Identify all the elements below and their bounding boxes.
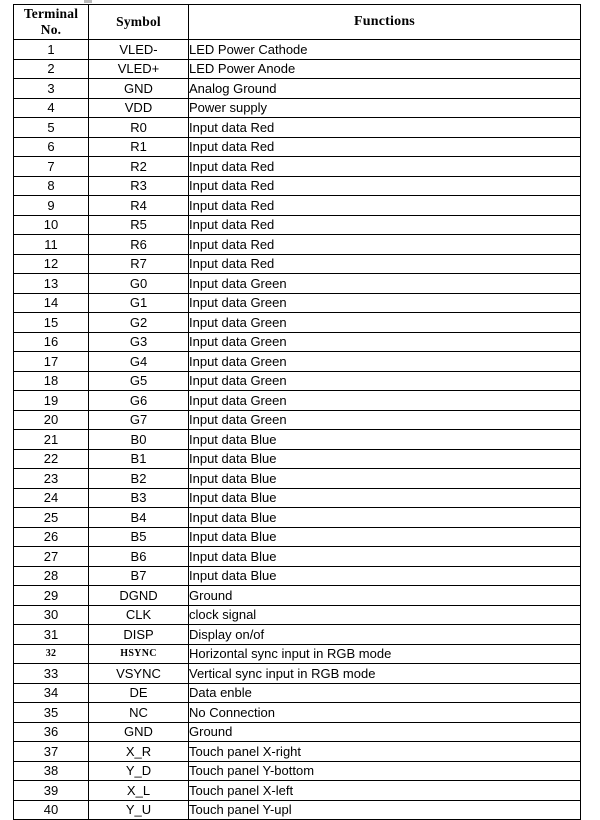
cell-terminal-no: 21 xyxy=(14,430,89,450)
column-header-symbol: Symbol xyxy=(89,5,189,40)
cell-function: Input data Blue xyxy=(189,566,581,586)
cell-function: Horizontal sync input in RGB mode xyxy=(189,644,581,664)
cell-terminal-no: 4 xyxy=(14,98,89,118)
cell-symbol: B5 xyxy=(89,527,189,547)
cell-symbol: R7 xyxy=(89,254,189,274)
cell-symbol: HSYNC xyxy=(89,644,189,664)
cell-function: Input data Blue xyxy=(189,527,581,547)
cell-terminal-no: 40 xyxy=(14,800,89,820)
cell-terminal-no: 22 xyxy=(14,449,89,469)
cell-function: Input data Green xyxy=(189,274,581,294)
cell-symbol: B3 xyxy=(89,488,189,508)
table-row xyxy=(14,488,581,508)
cell-function: Data enble xyxy=(189,683,581,703)
cell-function: Display on/of xyxy=(189,625,581,645)
table-row xyxy=(14,371,581,391)
table-body xyxy=(14,40,581,820)
cell-symbol: B4 xyxy=(89,508,189,528)
table-row xyxy=(14,664,581,684)
cell-symbol: R3 xyxy=(89,176,189,196)
cell-function: Input data Red xyxy=(189,215,581,235)
cell-symbol: GND xyxy=(89,79,189,99)
cell-terminal-no: 13 xyxy=(14,274,89,294)
cell-terminal-no: 30 xyxy=(14,605,89,625)
cell-terminal-no: 11 xyxy=(14,235,89,255)
cell-function: Ground xyxy=(189,586,581,606)
table-row xyxy=(14,293,581,313)
table-row xyxy=(14,625,581,645)
table-row xyxy=(14,332,581,352)
table-row xyxy=(14,235,581,255)
table-row xyxy=(14,781,581,801)
cell-symbol: B6 xyxy=(89,547,189,567)
scan-artifact xyxy=(84,0,92,3)
table-row xyxy=(14,118,581,138)
cell-function: Input data Green xyxy=(189,332,581,352)
cell-symbol: VSYNC xyxy=(89,664,189,684)
cell-terminal-no: 9 xyxy=(14,196,89,216)
cell-function: Input data Blue xyxy=(189,488,581,508)
cell-symbol: VDD xyxy=(89,98,189,118)
cell-terminal-no: 14 xyxy=(14,293,89,313)
table-row xyxy=(14,800,581,820)
table-row xyxy=(14,59,581,79)
cell-function: Analog Ground xyxy=(189,79,581,99)
cell-terminal-no: 39 xyxy=(14,781,89,801)
table-row xyxy=(14,40,581,60)
cell-function: Input data Blue xyxy=(189,469,581,489)
cell-function: Input data Red xyxy=(189,118,581,138)
table-row xyxy=(14,79,581,99)
table-row xyxy=(14,352,581,372)
cell-symbol: DE xyxy=(89,683,189,703)
cell-symbol: R6 xyxy=(89,235,189,255)
table-row xyxy=(14,527,581,547)
cell-symbol: G6 xyxy=(89,391,189,411)
cell-terminal-no: 19 xyxy=(14,391,89,411)
cell-terminal-no: 29 xyxy=(14,586,89,606)
cell-function: Input data Blue xyxy=(189,508,581,528)
cell-function: Input data Red xyxy=(189,137,581,157)
cell-symbol: X_R xyxy=(89,742,189,762)
table-row xyxy=(14,703,581,723)
cell-symbol: R5 xyxy=(89,215,189,235)
cell-terminal-no: 16 xyxy=(14,332,89,352)
cell-function: Touch panel X-right xyxy=(189,742,581,762)
table-header-row xyxy=(14,5,581,40)
cell-function: Touch panel X-left xyxy=(189,781,581,801)
cell-terminal-no: 20 xyxy=(14,410,89,430)
cell-terminal-no: 15 xyxy=(14,313,89,333)
cell-terminal-no: 23 xyxy=(14,469,89,489)
column-header-terminal-line1: Terminal xyxy=(23,6,79,22)
cell-symbol: G4 xyxy=(89,352,189,372)
table-row xyxy=(14,722,581,742)
cell-terminal-no: 26 xyxy=(14,527,89,547)
table-row xyxy=(14,683,581,703)
cell-function: Input data Red xyxy=(189,254,581,274)
cell-terminal-no: 2 xyxy=(14,59,89,79)
table-row xyxy=(14,157,581,177)
cell-symbol: VLED+ xyxy=(89,59,189,79)
cell-symbol: G1 xyxy=(89,293,189,313)
cell-symbol: R4 xyxy=(89,196,189,216)
cell-function: Input data Green xyxy=(189,410,581,430)
cell-function: Touch panel Y-bottom xyxy=(189,761,581,781)
cell-terminal-no: 36 xyxy=(14,722,89,742)
cell-function: Input data Green xyxy=(189,371,581,391)
cell-function: Input data Green xyxy=(189,391,581,411)
table-row xyxy=(14,391,581,411)
cell-symbol: B7 xyxy=(89,566,189,586)
cell-symbol: CLK xyxy=(89,605,189,625)
cell-symbol: DISP xyxy=(89,625,189,645)
cell-terminal-no: 34 xyxy=(14,683,89,703)
table-row xyxy=(14,176,581,196)
table-row xyxy=(14,313,581,333)
pin-assignment-table-container xyxy=(13,4,580,820)
cell-function: LED Power Anode xyxy=(189,59,581,79)
cell-terminal-no: 32 xyxy=(14,644,89,664)
cell-function: No Connection xyxy=(189,703,581,723)
cell-terminal-no: 24 xyxy=(14,488,89,508)
table-row xyxy=(14,605,581,625)
cell-function: Power supply xyxy=(189,98,581,118)
cell-terminal-no: 37 xyxy=(14,742,89,762)
cell-symbol: GND xyxy=(89,722,189,742)
cell-function: Vertical sync input in RGB mode xyxy=(189,664,581,684)
cell-terminal-no: 8 xyxy=(14,176,89,196)
table-row xyxy=(14,761,581,781)
cell-terminal-no: 25 xyxy=(14,508,89,528)
table-row xyxy=(14,254,581,274)
table-row xyxy=(14,430,581,450)
table-row xyxy=(14,547,581,567)
cell-terminal-no: 5 xyxy=(14,118,89,138)
table-row xyxy=(14,215,581,235)
cell-symbol: G2 xyxy=(89,313,189,333)
cell-terminal-no: 27 xyxy=(14,547,89,567)
cell-function: Input data Blue xyxy=(189,547,581,567)
cell-terminal-no: 35 xyxy=(14,703,89,723)
table-row xyxy=(14,196,581,216)
cell-terminal-no: 28 xyxy=(14,566,89,586)
cell-symbol: B0 xyxy=(89,430,189,450)
cell-symbol: R1 xyxy=(89,137,189,157)
cell-function: Input data Red xyxy=(189,176,581,196)
cell-function: Input data Green xyxy=(189,352,581,372)
table-header xyxy=(14,5,581,40)
cell-symbol: G0 xyxy=(89,274,189,294)
cell-terminal-no: 7 xyxy=(14,157,89,177)
cell-function: Input data Blue xyxy=(189,449,581,469)
column-header-functions: Functions xyxy=(189,5,581,40)
table-row xyxy=(14,644,581,664)
cell-function: Ground xyxy=(189,722,581,742)
cell-function: Input data Red xyxy=(189,157,581,177)
cell-symbol: Y_U xyxy=(89,800,189,820)
table-row xyxy=(14,566,581,586)
column-header-terminal-line2: No. xyxy=(40,22,62,37)
cell-symbol: NC xyxy=(89,703,189,723)
cell-symbol: G7 xyxy=(89,410,189,430)
table-row xyxy=(14,586,581,606)
column-header-terminal-no xyxy=(14,5,89,40)
cell-symbol: X_L xyxy=(89,781,189,801)
cell-symbol: DGND xyxy=(89,586,189,606)
cell-terminal-no: 10 xyxy=(14,215,89,235)
table-row xyxy=(14,449,581,469)
table-row xyxy=(14,274,581,294)
cell-symbol: R2 xyxy=(89,157,189,177)
cell-symbol: VLED- xyxy=(89,40,189,60)
table-row xyxy=(14,508,581,528)
cell-symbol: B1 xyxy=(89,449,189,469)
table-row xyxy=(14,410,581,430)
cell-terminal-no: 3 xyxy=(14,79,89,99)
table-row xyxy=(14,98,581,118)
cell-function: Input data Blue xyxy=(189,430,581,450)
cell-function: Input data Green xyxy=(189,293,581,313)
table-row xyxy=(14,742,581,762)
cell-terminal-no: 1 xyxy=(14,40,89,60)
cell-symbol: B2 xyxy=(89,469,189,489)
cell-symbol: G3 xyxy=(89,332,189,352)
cell-terminal-no: 6 xyxy=(14,137,89,157)
cell-function: LED Power Cathode xyxy=(189,40,581,60)
cell-terminal-no: 12 xyxy=(14,254,89,274)
cell-symbol: G5 xyxy=(89,371,189,391)
table-row xyxy=(14,137,581,157)
cell-function: Input data Red xyxy=(189,196,581,216)
table-row xyxy=(14,469,581,489)
pin-assignment-table xyxy=(13,4,581,820)
cell-symbol: R0 xyxy=(89,118,189,138)
cell-function: clock signal xyxy=(189,605,581,625)
cell-terminal-no: 18 xyxy=(14,371,89,391)
cell-terminal-no: 17 xyxy=(14,352,89,372)
cell-symbol: Y_D xyxy=(89,761,189,781)
cell-function: Input data Green xyxy=(189,313,581,333)
cell-terminal-no: 33 xyxy=(14,664,89,684)
cell-terminal-no: 38 xyxy=(14,761,89,781)
cell-function: Touch panel Y-upl xyxy=(189,800,581,820)
cell-function: Input data Red xyxy=(189,235,581,255)
cell-terminal-no: 31 xyxy=(14,625,89,645)
